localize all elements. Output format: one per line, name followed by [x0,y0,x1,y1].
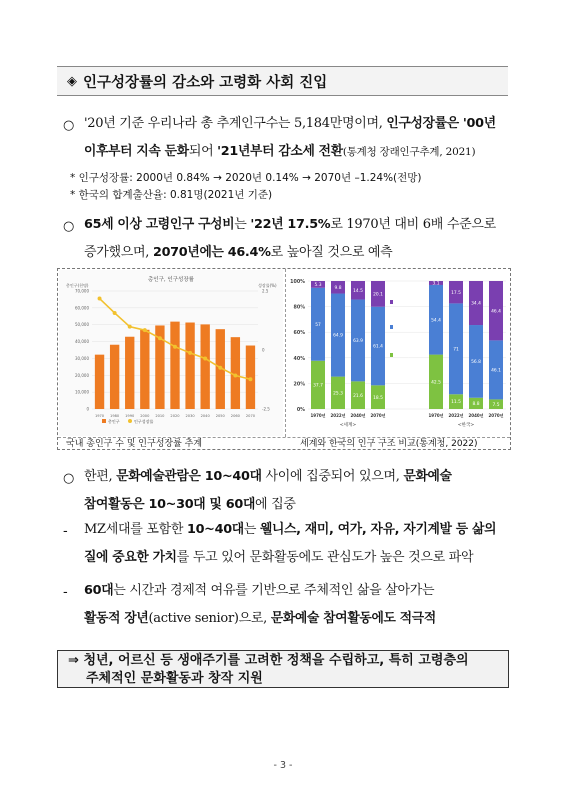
data-label: 61.4 [373,344,383,350]
y-tick-label: 50,000 [75,322,89,328]
legend-swatch [390,300,393,304]
page-number: - 3 - [273,760,293,771]
x-tick-label: 2022년 [330,413,346,418]
data-label: 21.6 [353,393,363,399]
data-label: 5.3 [314,282,322,288]
circle-bullet-icon: ○ [63,219,75,234]
population-bar [110,345,119,409]
data-label: 14.5 [353,288,363,294]
caption-row [58,437,510,450]
y-tick-label: 60% [293,331,305,337]
growth-rate-point [233,373,237,377]
data-label: 18.5 [373,395,383,401]
y-tick-label: 100% [290,280,305,285]
data-label: 34.4 [471,301,481,307]
legend-swatch [390,325,393,329]
caption-left: 국내 총인구 수 및 인구성장률 추계 [66,439,203,449]
x-tick-label: 1980 [110,414,120,418]
y-tick-label: 40,000 [75,339,89,345]
population-bar [246,346,255,409]
growth-rate-point [173,345,177,349]
data-label: 63.9 [353,339,363,345]
y-tick-label: 0% [296,408,305,413]
population-chart [58,269,284,437]
x-tick-label: 2010 [155,414,165,418]
paragraph-culture: 한편, 문화예술관람은 10~40대 사이에 집중되어 있으며, 문화예술 참여활동은 10~30대 및 60대에 집중 [84,469,452,512]
growth-rate-point [248,377,252,381]
population-bar [95,355,104,409]
y2-tick-label: -2.5 [262,406,270,412]
x-tick-label: 2070년 [370,413,386,418]
x-tick-label: 2070년 [488,413,504,418]
age-structure-chart [286,269,511,437]
population-bar [201,324,210,409]
section-title: 인구성장률의 감소와 고령화 사회 진입 [83,74,328,91]
population-bar [125,337,134,409]
paragraph-mz: MZ세대를 포함한 10~40대는 웰니스, 재미, 여가, 자유, 자기계발 등 삶의 질에 중요한 가치를 두고 있어 문화활동에도 관심도가 높은 것으로 파악 [84,522,497,565]
growth-rate-point [128,325,132,329]
dash-bullet: - [63,585,68,600]
conclusion-line-1: 청년, 어르신 등 생애주기를 고려한 정책을 수립하고, 특히 고령층의 [83,653,469,668]
legend-label: 15-64세 [395,325,413,330]
population-bar [170,322,179,409]
growth-rate-point [203,356,207,360]
population-bar [185,323,194,409]
paragraph-senior: 60대는 시간과 경제적 여유를 기반으로 주체적인 삶을 살아가는 활동적 장년(active senior)으로, 문화예술 참여활동에도 적극적 [84,583,436,626]
x-tick-label: 2020 [170,414,180,418]
group-label-world: <세계> [339,423,357,428]
growth-rate-point [98,297,102,301]
y-tick-label: 20,000 [75,372,89,378]
y-tick-label: 60,000 [75,305,89,311]
y-axis-label: 총인구(천명) [66,283,89,288]
legend-label: 0-14세 [395,353,410,358]
paragraph-aging: 65세 이상 고령인구 구성비는 '22년 17.5%로 1970년 대비 6배 수준으로 증가했으며, 2070년에는 46.4%로 높아질 것으로 예측 [84,217,496,260]
dash-bullet: - [63,524,68,539]
data-label: 17.5 [451,290,461,296]
data-label: 25.3 [333,391,343,397]
data-label: 46.1 [491,368,501,374]
legend-swatch-growth [128,419,132,423]
legend-label: 65세 이상 [395,300,415,305]
data-label: 37.7 [313,383,323,389]
legend-label-population: 총인구 [108,419,120,424]
x-tick-label: 2070 [245,414,256,418]
conclusion-line-2: 주체적인 문화활동과 창작 지원 [86,671,263,686]
x-tick-label: 1970년 [428,413,444,418]
data-label: 71 [453,347,459,353]
conclusion-box [57,650,509,688]
x-tick-label: 2040년 [468,413,484,418]
data-label: 7.5 [492,402,500,408]
data-label: 20.1 [373,292,383,298]
note-growth-rate: * 인구성장률: 2000년 0.84% → 2020년 0.14% → 2070년 –1.24%(전망) [70,172,422,184]
legend-label-growth: 인구성장률 [134,419,154,424]
chart-title: 총인구, 인구성장률 [147,277,195,283]
y2-tick-label: 2.5 [262,288,269,294]
x-tick-label: 2040 [200,414,210,418]
x-tick-label: 1990 [125,414,135,418]
y-tick-label: 10,000 [75,389,89,395]
data-label: 57 [315,322,321,328]
circle-bullet-icon: ○ [63,118,75,133]
y2-axis-label: 성장률(%) [258,283,277,288]
x-tick-label: 2040년 [350,413,366,418]
growth-rate-point [218,366,222,370]
legend-swatch [390,353,393,357]
circle-bullet-icon: ○ [63,471,75,486]
y-tick-label: 80% [293,305,305,311]
y-tick-label: 70,000 [75,288,89,294]
x-tick-label: 2060 [230,414,240,418]
y-tick-label: 0 [86,406,89,412]
data-label: 42.5 [431,380,441,386]
x-tick-label: 2030 [185,414,195,418]
x-tick-label: 2022년 [448,413,464,418]
caption-right: 세계와 한국의 인구 구조 비교(통계청, 2022) [300,439,478,449]
diamond-icon: ◈ [67,73,77,89]
y-tick-label: 30,000 [75,355,89,361]
x-tick-label: 1970년 [310,413,326,418]
group-label-korea: <한국> [457,423,475,428]
paragraph-population: '20년 기준 우리나라 총 추계인구수는 5,184만명이며, 인구성장률은 '00년 이후부터 지속 둔화되어 '21년부터 감소세 전환(통계청 장래인구추계, 2021) [84,116,496,159]
population-bar [140,330,149,409]
x-tick-label: 2000 [140,414,150,418]
footnotes [70,170,422,204]
growth-rate-point [188,351,192,355]
growth-rate-point [158,336,162,340]
data-label: 11.5 [451,400,461,406]
x-tick-label: 1970 [94,414,105,418]
legend-swatch-population [102,419,106,423]
section-header [57,66,508,96]
growth-rate-point [113,311,117,315]
figure-box [57,268,511,450]
data-label: 3.1 [432,281,440,287]
data-label: 56.8 [471,359,481,365]
growth-rate-point [143,328,147,332]
x-tick-label: 2050 [215,414,225,418]
data-label: 54.4 [431,318,441,324]
arrow-icon: ⇒ [68,653,79,668]
data-label: 9.8 [334,285,342,291]
note-fertility: * 한국의 합계출산율: 0.81명(2021년 기준) [70,189,273,201]
y-tick-label: 20% [293,382,305,388]
data-label: 64.9 [333,333,343,339]
data-label: 46.4 [491,309,501,315]
data-label: 8.8 [472,401,480,407]
y-tick-label: 40% [293,356,305,362]
y2-tick-label: 0 [262,347,265,353]
